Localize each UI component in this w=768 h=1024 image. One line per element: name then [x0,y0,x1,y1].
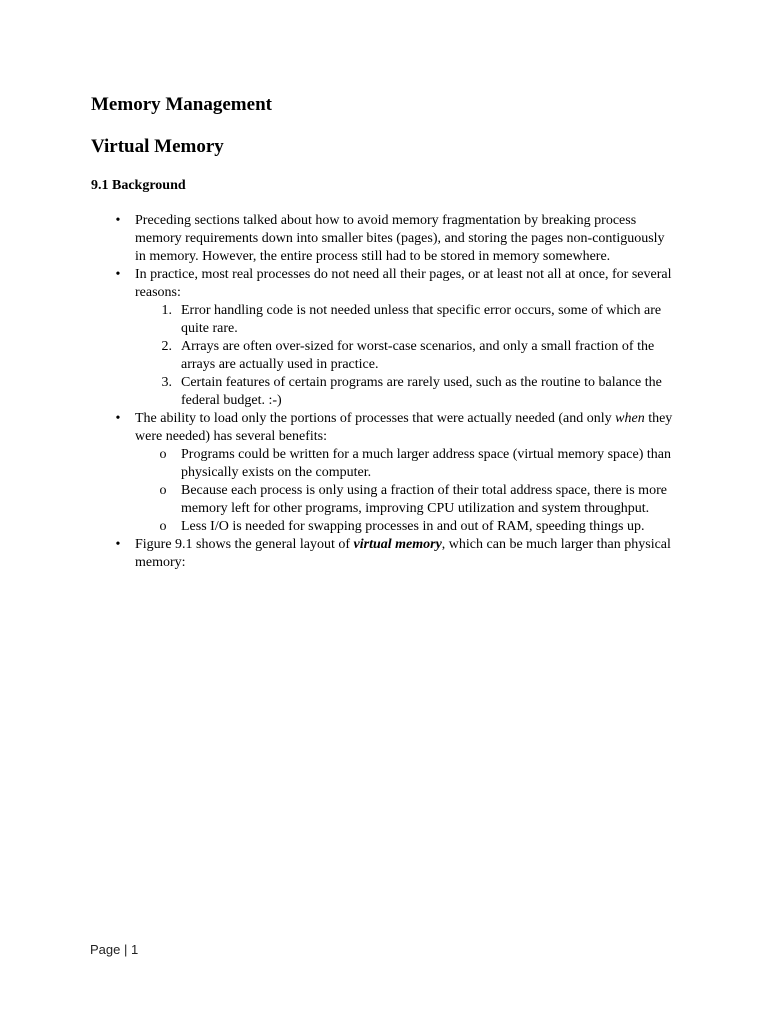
bullet-text: Preceding sections talked about how to avoid memory fragmentation by breaking process memory requirements down into smaller bites (pages), and storing the pages non-contiguously in memory. However, the entire process still had to be stored in memory somewhere. [135,213,665,264]
bullet-marker: • [115,411,121,426]
emphasis-when: when [615,411,645,426]
numbered-item-text: Error handling code is not needed unless that specific error occurs, some of which are quite rare. [181,303,662,336]
sub-bullet-item [0,518,768,536]
circle-bullet-marker: o [159,519,167,534]
numbered-item-text: Certain features of certain programs are rarely used, such as the routine to balance the federal budget. :-) [181,375,662,408]
item-number: 1. [161,303,172,318]
bullet-marker: • [115,213,121,228]
bullet-text-start: The ability to load only the portions of processes that were actually needed (and only [135,411,616,426]
page-footer: Page | 1 [90,942,139,957]
numbered-item [0,338,768,374]
item-number: 2. [161,339,172,354]
numbered-item [0,374,768,410]
bullet-item [0,212,768,266]
circle-bullet-marker: o [159,483,167,498]
bullet-item [0,410,768,446]
numbered-item-text: Arrays are often over-sized for worst-case scenarios, and only a small fraction of the arrays are actually used in practice. [181,339,655,372]
section-heading-background: 9.1 Background [91,178,186,193]
bullet-text-end: they were needed) has several benefits: [135,411,673,444]
bullet-text-end: , which can be much larger than physical memory: [135,537,671,570]
bullet-text-start: Figure 9.1 shows the general layout of [135,537,354,552]
bullet-marker: • [115,267,121,282]
sub-bullet-item [0,446,768,482]
title-memory-management: Memory Management [91,94,272,115]
numbered-item [0,302,768,338]
sub-bullet-text: Because each process is only using a fraction of their total address space, there is more memory left for other programs, improving CPU utilization and system throughput. [181,483,667,516]
emphasis-virtual-memory: virtual memory [353,537,442,552]
sub-bullet-text: Less I/O is needed for swapping processes in and out of RAM, speeding things up. [181,519,645,534]
sub-bullet-item [0,482,768,518]
bullet-item [0,536,768,572]
bullet-item [0,266,768,302]
sub-bullet-text: Programs could be written for a much larger address space (virtual memory space) than physically exists on the computer. [181,447,671,480]
title-virtual-memory: Virtual Memory [91,136,224,157]
bullet-marker: • [115,537,121,552]
body-text [0,212,768,572]
item-number: 3. [161,375,172,390]
bullet-text: In practice, most real processes do not need all their pages, or at least not all at once, for several reasons: [135,267,672,300]
circle-bullet-marker: o [159,447,167,462]
